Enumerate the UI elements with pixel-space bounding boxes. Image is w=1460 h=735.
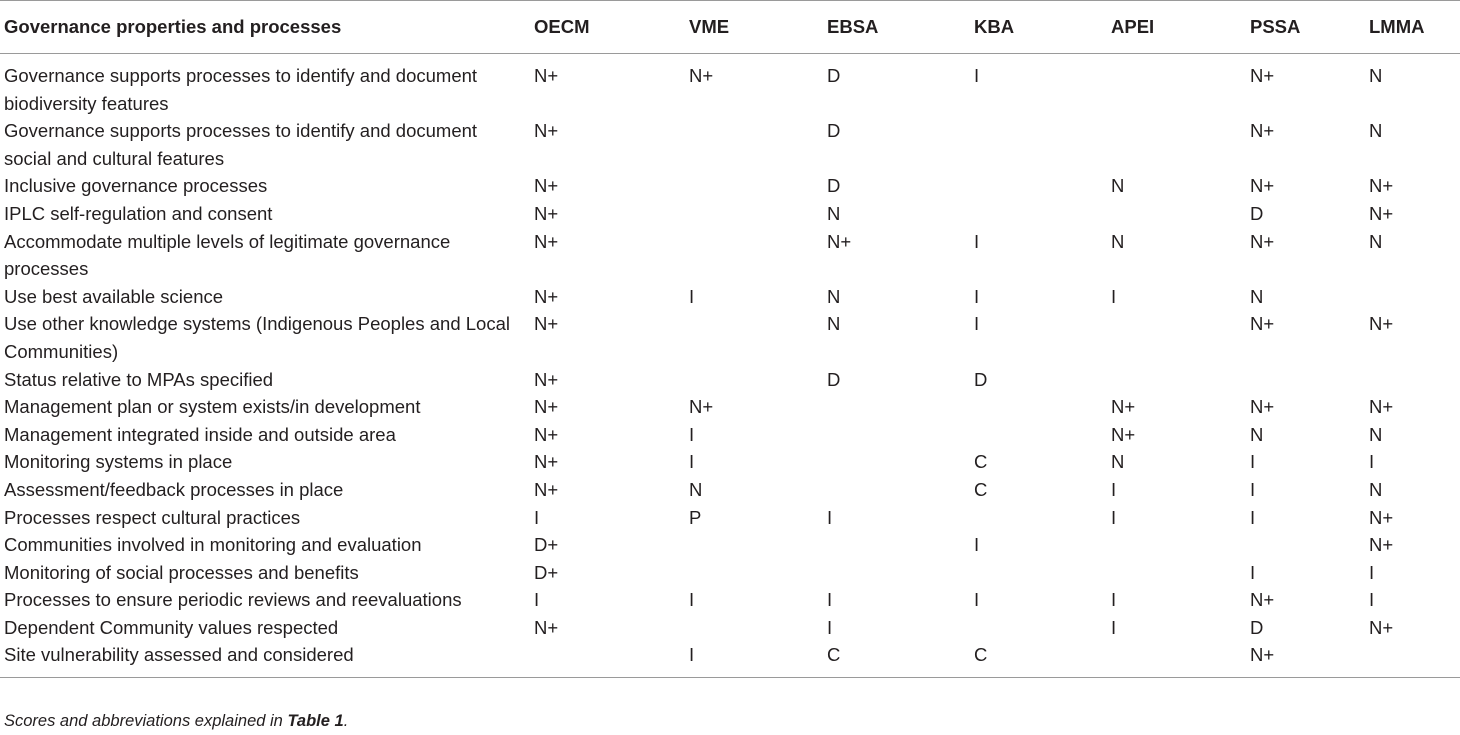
table-header xyxy=(0,1,1460,54)
footnote-table-reference: Table 1 xyxy=(287,712,344,730)
score-cell-kba xyxy=(970,559,1107,587)
score-cell-apei xyxy=(1107,366,1246,394)
score-cell-vme: I xyxy=(689,589,695,611)
table-row xyxy=(0,172,1460,200)
property-label: Communities involved in monitoring and evaluation xyxy=(4,534,422,556)
header-row xyxy=(0,1,1460,54)
score-cell-ebsa: C xyxy=(827,644,841,666)
table-row xyxy=(0,476,1460,504)
score-cell-ebsa: N+ xyxy=(827,230,852,252)
score-cell-lmma: N+ xyxy=(1369,534,1394,556)
score-cell-vme xyxy=(685,366,823,394)
score-cell-lmma: N xyxy=(1369,230,1383,252)
score-cell-lmma: N xyxy=(1369,478,1383,500)
property-label: Inclusive governance processes xyxy=(4,175,268,197)
score-cell-apei xyxy=(1107,641,1246,677)
score-cell-apei xyxy=(1107,310,1246,365)
table-row xyxy=(0,421,1460,449)
score-cell-vme xyxy=(685,200,823,228)
score-cell-lmma: I xyxy=(1369,451,1375,473)
column-header-kba: KBA xyxy=(974,16,1015,37)
column-header-apei: APEI xyxy=(1111,16,1155,37)
table-row xyxy=(0,228,1460,283)
score-cell-pssa: I xyxy=(1250,451,1256,473)
score-cell-ebsa: N xyxy=(827,202,841,224)
column-header-ebsa: EBSA xyxy=(827,16,879,37)
score-cell-ebsa xyxy=(823,559,970,587)
score-cell-lmma: N+ xyxy=(1369,506,1394,528)
score-cell-kba xyxy=(970,393,1107,421)
property-label: IPLC self-regulation and consent xyxy=(4,202,273,224)
score-cell-vme: N xyxy=(689,478,703,500)
table-row xyxy=(0,283,1460,311)
property-label: Governance supports processes to identify and document social and cultural features xyxy=(4,120,478,169)
score-cell-kba: I xyxy=(974,534,980,556)
table-body xyxy=(0,54,1460,678)
score-cell-ebsa xyxy=(823,421,970,449)
score-cell-oecm: N+ xyxy=(534,285,559,307)
property-label: Monitoring of social processes and benefits xyxy=(4,561,359,583)
table-row xyxy=(0,531,1460,559)
score-cell-pssa: D xyxy=(1250,202,1264,224)
score-cell-vme: P xyxy=(689,506,702,528)
score-cell-oecm: N+ xyxy=(534,120,559,142)
property-label: Dependent Community values respected xyxy=(4,616,339,638)
score-cell-kba: I xyxy=(974,589,980,611)
footnote-suffix: . xyxy=(343,712,349,730)
score-cell-vme: I xyxy=(689,285,695,307)
score-cell-ebsa: D xyxy=(827,65,841,86)
score-cell-apei: N xyxy=(1111,451,1125,473)
table-row xyxy=(0,366,1460,394)
score-cell-pssa: N+ xyxy=(1250,65,1275,86)
score-cell-lmma: N xyxy=(1369,120,1383,142)
score-cell-ebsa: N xyxy=(827,285,841,307)
table-footnote xyxy=(4,712,348,731)
score-cell-oecm xyxy=(530,641,685,677)
score-cell-lmma xyxy=(1365,283,1460,311)
table-row xyxy=(0,504,1460,532)
table-row xyxy=(0,200,1460,228)
score-cell-vme xyxy=(685,228,823,283)
score-cell-oecm: N+ xyxy=(534,423,559,445)
score-cell-pssa: I xyxy=(1250,506,1256,528)
score-cell-apei xyxy=(1107,200,1246,228)
score-cell-apei xyxy=(1107,54,1246,118)
score-cell-apei xyxy=(1107,117,1246,172)
score-cell-vme xyxy=(685,531,823,559)
score-cell-kba: I xyxy=(974,230,980,252)
score-cell-oecm: N+ xyxy=(534,175,559,197)
column-header-property: Governance properties and processes xyxy=(4,16,342,37)
score-cell-pssa: N+ xyxy=(1250,589,1275,611)
score-cell-lmma: N+ xyxy=(1369,396,1394,418)
score-cell-apei xyxy=(1107,531,1246,559)
score-cell-pssa: N+ xyxy=(1250,120,1275,142)
score-cell-lmma: I xyxy=(1369,589,1375,611)
score-cell-kba xyxy=(970,614,1107,642)
table-row xyxy=(0,54,1460,118)
score-cell-ebsa: D xyxy=(827,175,841,197)
score-cell-kba: I xyxy=(974,313,980,335)
score-cell-kba: I xyxy=(974,285,980,307)
table-row xyxy=(0,559,1460,587)
score-cell-vme: I xyxy=(689,423,695,445)
column-header-vme: VME xyxy=(689,16,730,37)
score-cell-pssa: N xyxy=(1250,423,1264,445)
score-cell-apei: I xyxy=(1111,506,1117,528)
score-cell-oecm: N+ xyxy=(534,202,559,224)
score-cell-kba xyxy=(970,504,1107,532)
score-cell-pssa xyxy=(1246,366,1365,394)
score-cell-pssa: N+ xyxy=(1250,396,1275,418)
score-cell-oecm: I xyxy=(534,589,540,611)
score-cell-vme xyxy=(685,117,823,172)
score-cell-ebsa xyxy=(823,476,970,504)
table-row xyxy=(0,448,1460,476)
property-label: Processes to ensure periodic reviews and reevaluations xyxy=(4,589,462,611)
score-cell-oecm: D+ xyxy=(534,534,559,556)
score-cell-oecm: N+ xyxy=(534,313,559,335)
score-cell-pssa: N+ xyxy=(1250,644,1275,666)
score-cell-vme: I xyxy=(689,451,695,473)
table-row xyxy=(0,393,1460,421)
score-cell-ebsa: I xyxy=(827,616,833,638)
score-cell-apei: N+ xyxy=(1111,423,1136,445)
score-cell-oecm: D+ xyxy=(534,561,559,583)
score-cell-pssa: I xyxy=(1250,478,1256,500)
score-cell-apei: I xyxy=(1111,478,1117,500)
score-cell-kba xyxy=(970,421,1107,449)
column-header-lmma: LMMA xyxy=(1369,16,1425,37)
property-label: Status relative to MPAs specified xyxy=(4,368,274,390)
score-cell-ebsa: D xyxy=(827,368,841,390)
table-row xyxy=(0,310,1460,365)
score-cell-kba: C xyxy=(974,451,988,473)
property-label: Management integrated inside and outside area xyxy=(4,423,396,445)
score-cell-lmma: N xyxy=(1369,423,1383,445)
score-cell-apei: N xyxy=(1111,175,1125,197)
score-cell-lmma: N xyxy=(1369,65,1383,86)
score-cell-lmma: N+ xyxy=(1369,616,1394,638)
score-cell-ebsa: I xyxy=(827,589,833,611)
score-cell-kba xyxy=(970,200,1107,228)
table-row xyxy=(0,641,1460,677)
score-cell-pssa: N+ xyxy=(1250,175,1275,197)
score-cell-kba xyxy=(970,117,1107,172)
score-cell-vme xyxy=(685,172,823,200)
property-label: Assessment/feedback processes in place xyxy=(4,478,344,500)
score-cell-vme xyxy=(685,310,823,365)
property-label: Management plan or system exists/in development xyxy=(4,396,421,418)
table-row xyxy=(0,614,1460,642)
score-cell-oecm: I xyxy=(534,506,540,528)
score-cell-vme xyxy=(685,614,823,642)
score-cell-kba: I xyxy=(974,65,980,86)
score-cell-apei: N+ xyxy=(1111,396,1136,418)
score-cell-vme: N+ xyxy=(689,65,714,86)
score-cell-pssa xyxy=(1246,531,1365,559)
score-cell-vme: N+ xyxy=(689,396,714,418)
score-cell-oecm: N+ xyxy=(534,230,559,252)
score-cell-apei xyxy=(1107,559,1246,587)
score-cell-lmma: N+ xyxy=(1369,175,1394,197)
score-cell-lmma: I xyxy=(1369,561,1375,583)
property-label: Site vulnerability assessed and considered xyxy=(4,644,354,666)
table-row xyxy=(0,117,1460,172)
score-cell-lmma: N+ xyxy=(1369,313,1394,335)
score-cell-oecm: N+ xyxy=(534,616,559,638)
score-cell-lmma: N+ xyxy=(1369,202,1394,224)
score-cell-oecm: N+ xyxy=(534,65,559,86)
score-cell-vme: I xyxy=(689,644,695,666)
score-cell-kba: D xyxy=(974,368,988,390)
score-cell-oecm: N+ xyxy=(534,451,559,473)
table-row xyxy=(0,586,1460,614)
score-cell-vme xyxy=(685,559,823,587)
score-cell-apei: I xyxy=(1111,616,1117,638)
score-cell-apei: N xyxy=(1111,230,1125,252)
score-cell-pssa: N+ xyxy=(1250,313,1275,335)
score-cell-pssa: I xyxy=(1250,561,1256,583)
score-cell-pssa: N xyxy=(1250,285,1264,307)
score-cell-ebsa: I xyxy=(827,506,833,528)
score-cell-ebsa: D xyxy=(827,120,841,142)
score-cell-lmma xyxy=(1365,641,1460,677)
property-label: Processes respect cultural practices xyxy=(4,506,301,528)
score-cell-ebsa xyxy=(823,448,970,476)
score-cell-ebsa: N xyxy=(827,313,841,335)
score-cell-kba: C xyxy=(974,478,988,500)
column-header-pssa: PSSA xyxy=(1250,16,1301,37)
score-cell-lmma xyxy=(1365,366,1460,394)
footnote-prefix: Scores and abbreviations explained in xyxy=(4,712,288,730)
property-label: Use other knowledge systems (Indigenous Peoples and Local Communities) xyxy=(4,313,510,362)
property-label: Governance supports processes to identify and document biodiversity features xyxy=(4,65,478,114)
score-cell-ebsa xyxy=(823,531,970,559)
score-cell-pssa: D xyxy=(1250,616,1264,638)
property-label: Monitoring systems in place xyxy=(4,451,233,473)
score-cell-kba: C xyxy=(974,644,988,666)
column-header-oecm: OECM xyxy=(534,16,590,37)
score-cell-apei: I xyxy=(1111,285,1117,307)
score-cell-oecm: N+ xyxy=(534,396,559,418)
score-cell-pssa: N+ xyxy=(1250,230,1275,252)
score-cell-kba xyxy=(970,172,1107,200)
score-cell-ebsa xyxy=(823,393,970,421)
score-cell-oecm: N+ xyxy=(534,478,559,500)
property-label: Use best available science xyxy=(4,285,224,307)
property-label: Accommodate multiple levels of legitimate governance processes xyxy=(4,230,451,280)
score-cell-oecm: N+ xyxy=(534,368,559,390)
score-cell-apei: I xyxy=(1111,589,1117,611)
